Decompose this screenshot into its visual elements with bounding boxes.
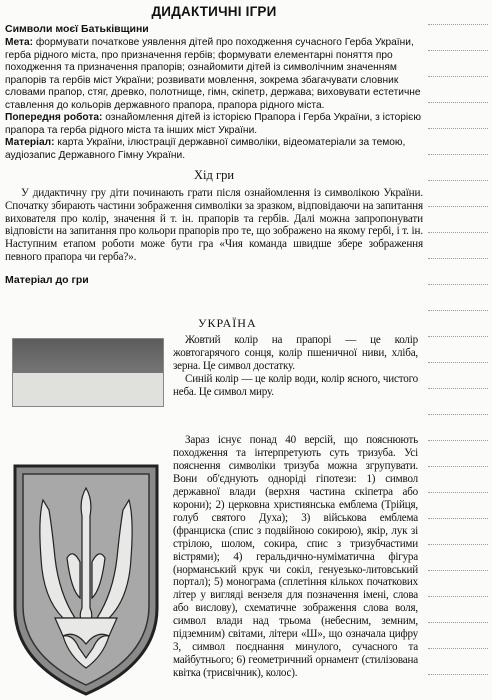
note-line <box>428 674 488 675</box>
note-line <box>428 128 488 129</box>
note-line <box>428 154 488 155</box>
note-line <box>428 388 488 389</box>
note-line <box>428 544 488 545</box>
course-heading: Хід гри <box>193 168 235 182</box>
note-line <box>428 310 488 311</box>
note-line <box>428 24 488 25</box>
ukraine-flag-image <box>12 338 164 407</box>
flag-yellow-stripe <box>13 373 163 407</box>
materials-text: карта України, ілюстрації державної символіки, відеоматеріали за темою, аудіозапис Державного Гімну України. <box>5 137 406 161</box>
note-line <box>428 466 488 467</box>
note-line <box>428 440 488 441</box>
yellow-description: Жовтий колір на прапорі — це колір жовтогарячого сонця, колір пшеничної ниви, хліба, зерна. Це символ достатку. <box>173 334 418 372</box>
game-title: Символи моєї Батьківщини <box>5 23 149 35</box>
note-line <box>428 102 488 103</box>
note-line <box>428 258 488 259</box>
prep-text: ознайомлення дітей із історією Прапора і Герба України, з історією прапора та герба рідного міста та інших міст України. <box>5 112 422 136</box>
flag-blue-stripe <box>13 339 163 373</box>
note-line <box>428 492 488 493</box>
course-text: У дидактичну гру діти починають грати після ознайомлення із символікою України. Спочатку збирають частини зображення символіки за зразком, відповідаючи на запитання вихователя про колір, значення й т. ін. прапорів та гербів. Далі можна запропонувати відповісти на запитання про кольори прапорів про те, що зображено на якому гербі, і т. ін. Наступним етапом роботи може бути гра «Чия команда швидше збере зображення певного прапора чи герба?». <box>5 187 423 263</box>
note-line <box>428 622 488 623</box>
note-line <box>428 284 488 285</box>
ukraine-heading: УКРАЇНА <box>198 316 257 330</box>
goal-paragraph <box>5 37 423 112</box>
prep-paragraph <box>5 112 423 137</box>
note-line <box>428 596 488 597</box>
note-line <box>428 648 488 649</box>
material-heading: Матеріал до гри <box>5 273 89 286</box>
goal-label: Мета: <box>5 37 34 48</box>
note-line <box>428 206 488 207</box>
note-line <box>428 76 488 77</box>
trident-description <box>173 434 418 680</box>
note-line <box>428 232 488 233</box>
materials-label: Матеріал: <box>5 137 55 148</box>
note-line <box>428 180 488 181</box>
note-line <box>428 518 488 519</box>
trident-text: Зараз існує понад 40 версій, що пояснюють походження та інтерпретують суть тризуба. Усі пояснення символіки тризуба можна згрупувати. Вони об'єднують одноріді гіпотези: 1) символ державної влади (верхня частина скіпетра або корони); 2) церковна християнська емблема (Трійця, голуб святого Духа); 3) військова емблема (франциска (спис з подвійною сокирою), якір, лук зі стрілою, шолом, сокира, спис з тризубчастими вістрями); 4) геральдично-нуміматична фігура (норманський крук чи сокіл, генуезько-литовський портал); 5) монограма (сплетіння кількох початкових літер у вигляді вензеля для позначення імені, слова або вислову), схематичне зображення слова воля, символ влади над трьома (небесним, земним, підземним) світами, літери «Ш», що означала цифру 3, символ поєднання минулого, сучасного та майбутнього; 6) геометричний орнамент (стилізована квітка (трисвічник), колос). <box>173 434 418 680</box>
note-line <box>428 362 488 363</box>
prep-label: Попередня робота: <box>5 112 103 123</box>
notes-margin <box>428 0 490 700</box>
flag-description <box>173 334 418 399</box>
note-line <box>428 570 488 571</box>
page-title: ДИДАКТИЧНІ ІГРИ <box>151 4 277 19</box>
materials-paragraph <box>5 137 423 162</box>
note-line <box>428 50 488 51</box>
coat-of-arms-image <box>7 458 165 700</box>
goal-text: формувати початкове уявлення дітей про походження сучасного Герба України, герба рідного міста, про призначення гербів; формувати елементарні поняття про походження та призначення прапорів; ознайомити дітей із символічним значенням прапорів та гербів міст України; розвивати мовлення, зокрема збагачувати словник словами прапор, стяг, древко, полотнище, гімн, скіпетр, держава; виховувати естетичне ставлення до кольорів державного прапора, прапора рідного міста. <box>5 37 421 111</box>
blue-description: Синій колір — це колір води, колір ясного, чистого неба. Це символ миру. <box>173 372 418 398</box>
note-line <box>428 336 488 337</box>
note-line <box>428 414 488 415</box>
